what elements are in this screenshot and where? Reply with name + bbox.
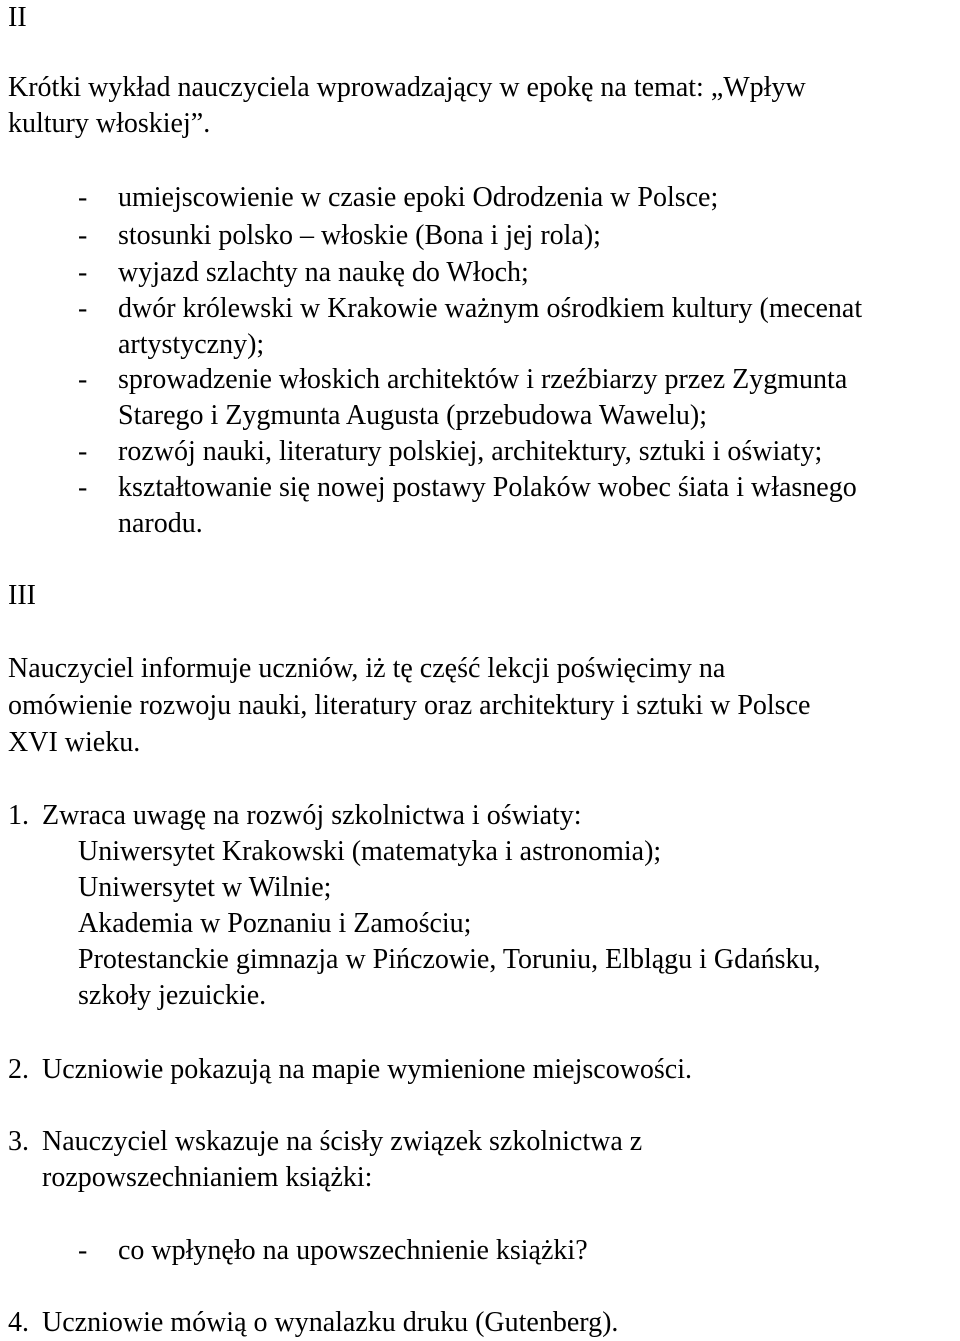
bullet-text: kształtowanie się nowej postawy Polaków wobec śiata i własnego	[118, 472, 857, 503]
numbered-item-4-text: Uczniowie mówią o wynalazku druku (Gutenberg).	[42, 1307, 619, 1338]
bullet-text-continued: Starego i Zygmunta Augusta (przebudowa Wawelu);	[118, 400, 707, 431]
school-list-item: Akademia w Poznaniu i Zamościu;	[78, 908, 472, 939]
bullet-text: wyjazd szlachty na naukę do Włoch;	[118, 257, 529, 288]
numbered-item-1-number: 1.	[8, 800, 29, 831]
bullet-text: sprowadzenie włoskich architektów i rzeźbiarzy przez Zygmunta	[118, 364, 848, 395]
numbered-item-4-number: 4.	[8, 1307, 29, 1338]
bullet-dash: -	[78, 472, 88, 503]
bullet-dash: -	[78, 220, 88, 251]
numbered-item-2-text: Uczniowie pokazują na mapie wymienione miejscowości.	[42, 1054, 693, 1085]
section-heading-ii: II	[8, 2, 27, 33]
intro-line-2: kultury włoskiej”.	[8, 108, 211, 139]
paragraph-line-1: Nauczyciel informuje uczniów, iż tę część lekcji poświęcimy na	[8, 653, 726, 684]
school-list-item: Uniwersytet w Wilnie;	[78, 872, 332, 903]
bullet-dash: -	[78, 1235, 88, 1266]
school-list-item: szkoły jezuickie.	[78, 980, 267, 1011]
numbered-item-2-number: 2.	[8, 1054, 29, 1085]
numbered-item-3-text-continued: rozpowszechnianiem książki:	[42, 1162, 373, 1193]
section-heading-iii: III	[8, 580, 36, 611]
bullet-dash: -	[78, 293, 88, 324]
bullet-text: dwór królewski w Krakowie ważnym ośrodkiem kultury (mecenat	[118, 293, 863, 324]
numbered-item-1-text: Zwraca uwagę na rozwój szkolnictwa i oświaty:	[42, 800, 582, 831]
bullet-text: rozwój nauki, literatury polskiej, architektury, sztuki i oświaty;	[118, 436, 823, 467]
paragraph-line-3: XVI wieku.	[8, 727, 141, 758]
bullet-dash: -	[78, 364, 88, 395]
bullet-text: stosunki polsko – włoskie (Bona i jej rola);	[118, 220, 601, 251]
bullet-text: co wpłynęło na upowszechnienie książki?	[118, 1235, 588, 1266]
bullet-dash: -	[78, 436, 88, 467]
bullet-dash: -	[78, 257, 88, 288]
bullet-text: umiejscowienie w czasie epoki Odrodzenia w Polsce;	[118, 182, 719, 213]
school-list-item: Protestanckie gimnazja w Pińczowie, Toruniu, Elblągu i Gdańsku,	[78, 944, 821, 975]
bullet-dash: -	[78, 182, 88, 213]
numbered-item-3-text: Nauczyciel wskazuje na ścisły związek szkolnictwa z	[42, 1126, 643, 1157]
paragraph-line-2: omówienie rozwoju nauki, literatury oraz architektury i sztuki w Polsce	[8, 690, 811, 721]
bullet-text-continued: artystyczny);	[118, 329, 265, 360]
intro-line-1: Krótki wykład nauczyciela wprowadzający w epokę na temat: „Wpływ	[8, 72, 806, 103]
numbered-item-3-number: 3.	[8, 1126, 29, 1157]
school-list-item: Uniwersytet Krakowski (matematyka i astronomia);	[78, 836, 662, 867]
bullet-text-continued: narodu.	[118, 508, 203, 539]
